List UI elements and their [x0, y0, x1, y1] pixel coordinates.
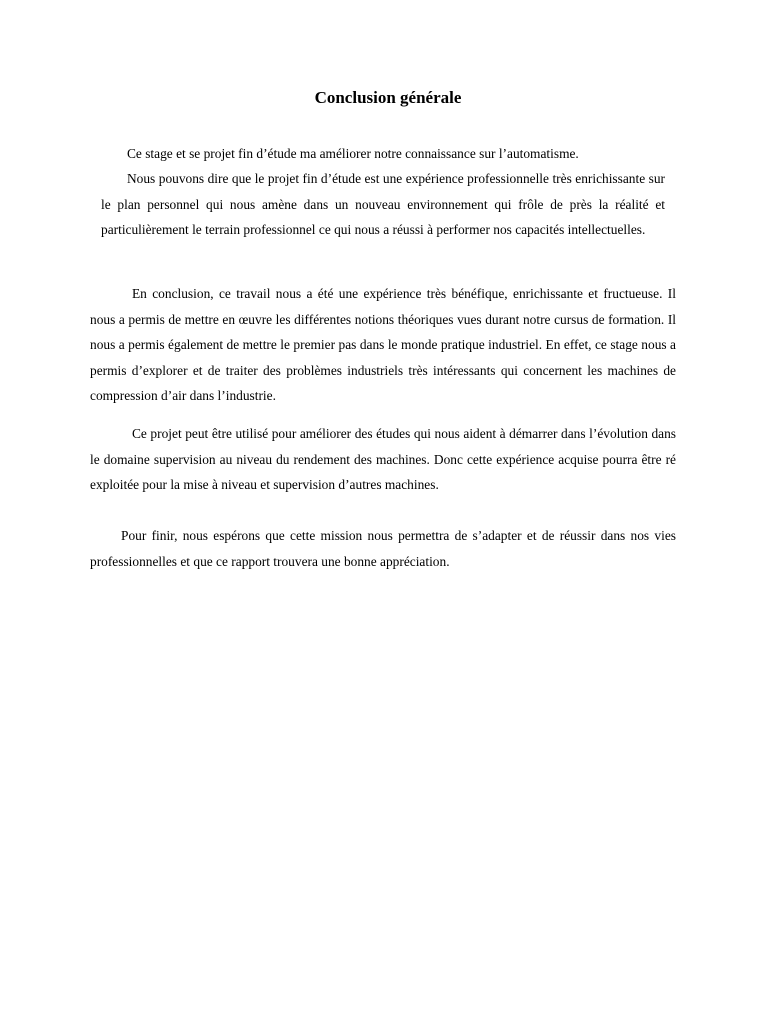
- paragraph-intro: Ce stage et se projet fin d’étude ma améliorer notre connaissance sur l’automatisme.: [127, 146, 579, 161]
- paragraph-perspectives: Ce projet peut être utilisé pour améliorer des études qui nous aident à démarrer dans l’évolution dans le domaine supervision au niveau du rendement des machines. Donc cette expérience acquise pourra être ré exploitée pour la mise à niveau et supervision d’autres machines.: [90, 426, 676, 492]
- page-title: Conclusion générale: [314, 88, 462, 107]
- paragraph-experience: Nous pouvons dire que le projet fin d’étude est une expérience professionnelle très enrichissante sur le plan personnel qui nous amène dans un nouveau environnement qui frôle de près la réalité et particulièrement le terrain professionnel ce qui nous a réussi à performer nos capacités intellectuelles.: [101, 171, 665, 237]
- paragraph-closing: Pour finir, nous espérons que cette mission nous permettra de s’adapter et de réussir dans nos vies professionnelles et que ce rapport trouvera une bonne appréciation.: [90, 528, 676, 569]
- paragraph-conclusion: En conclusion, ce travail nous a été une expérience très bénéfique, enrichissante et fructueuse. Il nous a permis de mettre en œuvre les différentes notions théoriques vues durant notre cursus de formation. Il nous a permis également de mettre le premier pas dans le monde pratique industriel. En effet, ce stage nous a permis d’explorer et de traiter des problèmes industriels très intéressants qui concernent les machines de compression d’air dans l’industrie.: [90, 286, 676, 403]
